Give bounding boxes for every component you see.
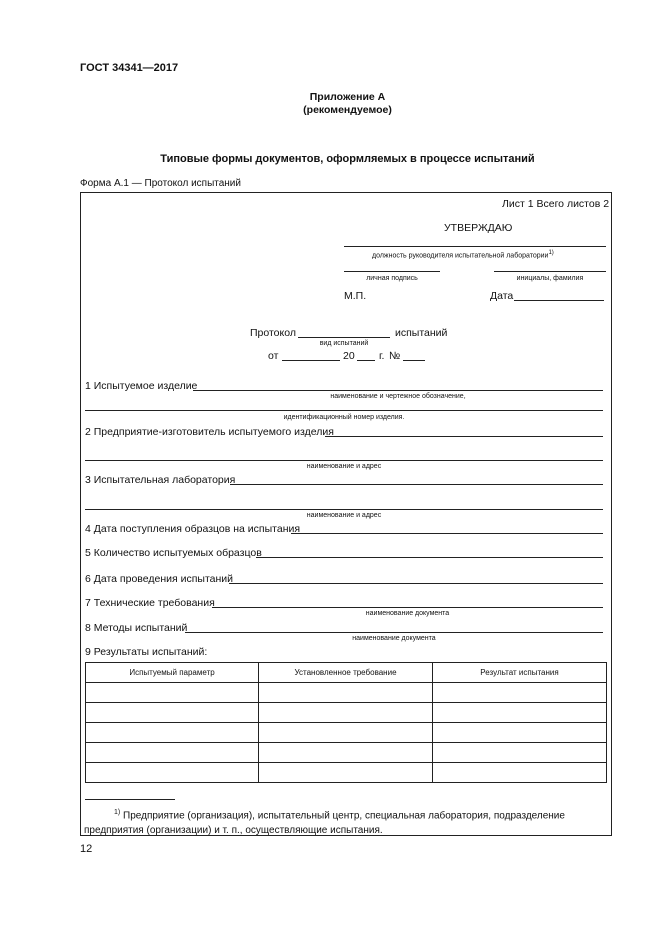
item-receipt-date: 4 Дата поступления образцов на испытания	[85, 523, 301, 535]
lab-line-2[interactable]	[85, 509, 603, 510]
item-test-date: 6 Дата проведения испытаний	[85, 573, 233, 585]
year-suffix: г.	[379, 350, 385, 362]
table-cell[interactable]	[259, 703, 433, 723]
manufacturer-caption: наименование и адрес	[306, 463, 382, 470]
footnote-mark: 1)	[114, 809, 121, 816]
table-cell[interactable]	[86, 743, 259, 763]
form-caption: Форма А.1 — Протокол испытаний	[80, 178, 241, 189]
date-label: Дата	[490, 290, 514, 302]
footnote	[84, 805, 609, 838]
table-cell[interactable]	[86, 683, 259, 703]
appendix-subtitle: (рекомендуемое)	[303, 104, 392, 116]
table-cell[interactable]	[433, 683, 607, 703]
item-results: 9 Результаты испытаний:	[85, 646, 208, 658]
table-row	[86, 763, 607, 783]
appendix-title: Приложение А	[309, 91, 386, 103]
item-manufacturer: 2 Предприятие-изготовитель испытуемого изделия	[85, 426, 334, 438]
col-header-parameter: Испытуемый параметр	[86, 663, 259, 683]
item-requirements: 7 Технические требования	[85, 597, 215, 609]
signature-line[interactable]	[344, 271, 440, 272]
product-line[interactable]	[193, 390, 603, 391]
item-product: 1 Испытуемое изделие	[85, 380, 198, 392]
requirements-caption: наименование документа	[365, 610, 450, 617]
methods-caption: наименование документа	[352, 635, 436, 642]
stamp-label: М.П.	[344, 290, 367, 302]
table-cell[interactable]	[433, 763, 607, 783]
product-caption-2: идентификационный номер изделия.	[283, 414, 405, 421]
manufacturer-line[interactable]	[325, 436, 603, 437]
table-row	[86, 683, 607, 703]
table-row	[86, 743, 607, 763]
from-date-line[interactable]	[282, 360, 340, 361]
number-label: №	[389, 350, 401, 362]
table-cell[interactable]	[86, 723, 259, 743]
table-cell[interactable]	[259, 723, 433, 743]
year-line[interactable]	[357, 360, 375, 361]
results-table	[85, 662, 607, 783]
sample-count-line[interactable]	[256, 557, 603, 558]
page-number: 12	[80, 843, 93, 855]
requirements-line[interactable]	[212, 607, 603, 608]
table-cell[interactable]	[433, 743, 607, 763]
col-header-result: Результат испытания	[433, 663, 607, 683]
table-cell[interactable]	[259, 743, 433, 763]
protocol-label: Протокол	[250, 327, 296, 339]
table-cell[interactable]	[259, 763, 433, 783]
product-line-2[interactable]	[85, 410, 603, 411]
test-date-line[interactable]	[229, 583, 603, 584]
table-row	[86, 703, 607, 723]
standard-header: ГОСТ 34341—2017	[80, 62, 179, 74]
date-line[interactable]	[514, 300, 604, 301]
from-label: от	[268, 350, 279, 362]
test-kind-caption: вид испытаний	[319, 340, 369, 347]
methods-line[interactable]	[185, 632, 603, 633]
lab-line[interactable]	[230, 484, 603, 485]
director-caption: должность руководителя испытательной лаборатории	[372, 252, 549, 260]
lab-caption: наименование и адрес	[306, 512, 382, 519]
table-cell[interactable]	[86, 703, 259, 723]
table-row	[86, 723, 607, 743]
manufacturer-line-2[interactable]	[85, 460, 603, 461]
sheet-info: Лист 1 Всего листов 2	[502, 198, 610, 210]
year-label: 20	[343, 350, 355, 362]
table-cell[interactable]	[433, 703, 607, 723]
number-line[interactable]	[403, 360, 425, 361]
item-lab: 3 Испытательная лаборатория	[85, 474, 236, 486]
footnote-text: Предприятие (организация), испытательный центр, специальная лаборатория, подразделение предприятия (организации) и т. п., осуществляющие испытания.	[84, 810, 565, 837]
item-methods: 8 Методы испытаний	[85, 622, 188, 634]
protocol-tail: испытаний	[395, 327, 448, 339]
initials-line[interactable]	[494, 271, 606, 272]
initials-caption: инициалы, фамилия	[516, 275, 584, 282]
director-note-mark: 1)	[548, 250, 554, 256]
col-header-requirement: Установленное требование	[259, 663, 433, 683]
table-cell[interactable]	[86, 763, 259, 783]
section-title: Типовые формы документов, оформляемых в процессе испытаний	[160, 153, 535, 165]
signature-caption: личная подпись	[366, 275, 418, 282]
approve-label: УТВЕРЖДАЮ	[444, 222, 513, 234]
product-caption-1: наименование и чертежное обозначение,	[330, 393, 466, 400]
protocol-kind-line[interactable]	[298, 337, 390, 338]
receipt-date-line[interactable]	[291, 533, 603, 534]
item-sample-count: 5 Количество испытуемых образцов	[85, 547, 262, 559]
table-cell[interactable]	[433, 723, 607, 743]
director-line[interactable]	[344, 246, 606, 247]
table-header-row	[86, 663, 607, 683]
footnote-separator	[85, 799, 175, 800]
table-cell[interactable]	[259, 683, 433, 703]
